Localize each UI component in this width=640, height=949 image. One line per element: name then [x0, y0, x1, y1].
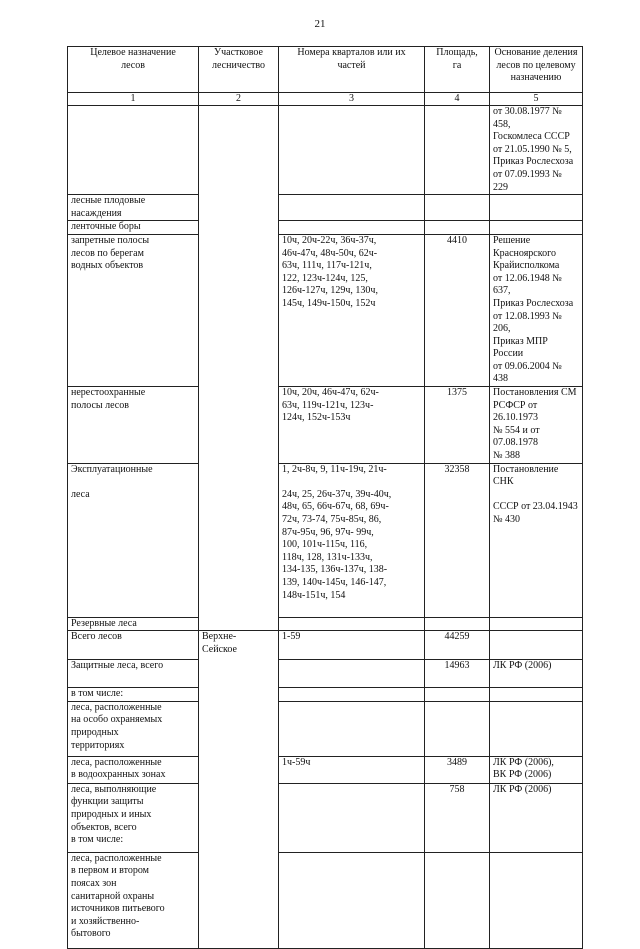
area-cell — [425, 195, 490, 221]
area-cell: 14963 — [425, 660, 490, 688]
table-row — [68, 783, 583, 852]
quarters-cell: 10ч, 20ч-22ч, 36ч-37ч, 46ч-47ч, 48ч-50ч, 62ч- 63ч, 111ч, 117ч-121ч, 122, 123ч-124ч, 125, 126ч-127ч, 129ч, 130ч, 145ч, 149ч-150ч, 152ч — [279, 234, 425, 386]
forest-purpose-table — [67, 46, 583, 949]
table-row — [68, 463, 583, 617]
purpose-cell: Всего лесов — [68, 631, 199, 660]
basis-cell — [490, 195, 583, 221]
basis-cell: Постановления СМ РСФСР от 26.10.1973 № 554 и от 07.08.1978 № 388 — [490, 387, 583, 464]
purpose-cell: леса, расположенные в водоохранных зонах — [68, 756, 199, 783]
quarters-cell: 1, 2ч-8ч, 9, 11ч-19ч, 21ч- 24ч, 25, 26ч-37ч, 39ч-40ч, 48ч, 65, 66ч-67ч, 68, 69ч- 72ч, 73-74, 75ч-85ч, 86, 87ч-95ч, 96, 97ч- 99ч, 100, 101ч-115ч, 116, 118ч, 128, 131ч-133ч, 134-135, 136ч-137ч, 138- 139, 140ч-145ч, 146-147, 148ч-151ч, 154 — [279, 463, 425, 617]
quarters-cell — [279, 783, 425, 852]
table-row — [68, 617, 583, 631]
basis-cell — [490, 617, 583, 631]
table-row — [68, 660, 583, 688]
page-number: 21 — [314, 18, 326, 30]
table-row — [68, 387, 583, 464]
area-cell — [425, 688, 490, 702]
purpose-cell: нерестоохранные полосы лесов — [68, 387, 199, 464]
forestry-cell — [199, 234, 279, 386]
col-number: 4 — [425, 93, 490, 106]
purpose-cell: леса, расположенные в первом и втором поясах зон санитарной охраны источников питьевого и хозяйственно- бытового — [68, 852, 199, 948]
purpose-cell: ленточные боры — [68, 221, 199, 235]
quarters-cell — [279, 660, 425, 688]
header-area: Площадь, га — [425, 47, 490, 93]
area-cell: 758 — [425, 783, 490, 852]
forestry-cell — [199, 756, 279, 783]
quarters-cell — [279, 688, 425, 702]
quarters-cell: 1-59 — [279, 631, 425, 660]
area-cell: 32358 — [425, 463, 490, 617]
table-row — [68, 106, 583, 195]
col-number: 3 — [279, 93, 425, 106]
forestry-cell — [199, 387, 279, 464]
purpose-cell: Резервные леса — [68, 617, 199, 631]
quarters-cell — [279, 221, 425, 235]
table-row — [68, 195, 583, 221]
basis-cell: Постановление СНК СССР от 23.04.1943 № 430 — [490, 463, 583, 617]
basis-cell: ЛК РФ (2006), ВК РФ (2006) — [490, 756, 583, 783]
basis-cell: Решение Красноярского Крайисполкома от 12.06.1948 № 637, Приказ Рослесхоза от 12.08.1993 № 206, Приказ МПР России от 09.06.2004 № 438 — [490, 234, 583, 386]
forestry-cell — [199, 701, 279, 756]
basis-cell — [490, 221, 583, 235]
purpose-cell: леса, выполняющие функции защиты природных и иных объектов, всего в том числе: — [68, 783, 199, 852]
table-row — [68, 756, 583, 783]
purpose-cell: лесные плодовые насаждения — [68, 195, 199, 221]
header-purpose: Целевое назначение лесов — [68, 47, 199, 93]
table-row — [68, 701, 583, 756]
table-row — [68, 631, 583, 660]
purpose-cell: Защитные леса, всего — [68, 660, 199, 688]
basis-cell: ЛК РФ (2006) — [490, 660, 583, 688]
forestry-cell — [199, 852, 279, 948]
table-row — [68, 688, 583, 702]
quarters-cell: 10ч, 20ч, 46ч-47ч, 62ч- 63ч, 119ч-121ч, 123ч- 124ч, 152ч-153ч — [279, 387, 425, 464]
forestry-cell — [199, 221, 279, 235]
purpose-cell: в том числе: — [68, 688, 199, 702]
area-cell — [425, 701, 490, 756]
forestry-cell — [199, 660, 279, 688]
col-number: 2 — [199, 93, 279, 106]
area-cell: 44259 — [425, 631, 490, 660]
col-number: 5 — [490, 93, 583, 106]
area-cell: 3489 — [425, 756, 490, 783]
forestry-name-cell: Верхне- Сейское — [199, 631, 279, 660]
forestry-cell — [199, 783, 279, 852]
area-cell — [425, 852, 490, 948]
area-cell — [425, 106, 490, 195]
area-cell — [425, 221, 490, 235]
header-basis: Основание деления лесов по целевому назначению — [490, 47, 583, 93]
table-row — [68, 852, 583, 948]
table-row — [68, 221, 583, 235]
area-cell — [425, 617, 490, 631]
header-quarters: Номера кварталов или их частей — [279, 47, 425, 93]
basis-cell — [490, 631, 583, 660]
quarters-cell — [279, 195, 425, 221]
quarters-cell — [279, 701, 425, 756]
table-row — [68, 234, 583, 386]
area-cell: 4410 — [425, 234, 490, 386]
basis-cell — [490, 852, 583, 948]
purpose-cell: Эксплуатационные леса — [68, 463, 199, 617]
forestry-cell — [199, 688, 279, 702]
forestry-cell — [199, 617, 279, 631]
quarters-cell: 1ч-59ч — [279, 756, 425, 783]
purpose-cell — [68, 106, 199, 195]
col-number: 1 — [68, 93, 199, 106]
quarters-cell — [279, 852, 425, 948]
area-cell: 1375 — [425, 387, 490, 464]
table-header-row — [68, 47, 583, 93]
quarters-cell — [279, 106, 425, 195]
basis-cell: ЛК РФ (2006) — [490, 783, 583, 852]
column-number-row — [68, 93, 583, 106]
forestry-cell — [199, 463, 279, 617]
purpose-cell: запретные полосы лесов по берегам водных объектов — [68, 234, 199, 386]
basis-cell: от 30.08.1977 № 458, Госкомлеса СССР от 21.05.1990 № 5, Приказ Рослесхоза от 07.09.1993 № 229 — [490, 106, 583, 195]
purpose-cell: леса, расположенные на особо охраняемых природных территориях — [68, 701, 199, 756]
quarters-cell — [279, 617, 425, 631]
basis-cell — [490, 688, 583, 702]
forestry-cell — [199, 106, 279, 195]
header-forestry: Участковое лесничество — [199, 47, 279, 93]
forestry-cell — [199, 195, 279, 221]
basis-cell — [490, 701, 583, 756]
